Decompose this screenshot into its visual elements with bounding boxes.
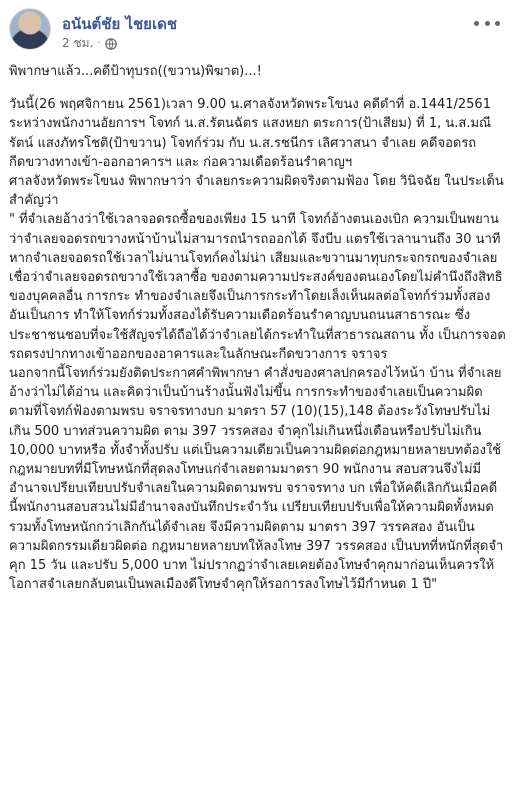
avatar[interactable] (9, 8, 51, 50)
timestamp[interactable]: 2 ชม. (62, 36, 94, 50)
post-meta (62, 34, 117, 53)
post-headline: พิพากษาแล้ว...คดีป้าทุบรถ((ขวาน)พิฆาต)...! (9, 64, 262, 79)
dot-icon (495, 21, 500, 26)
globe-icon[interactable] (105, 38, 117, 50)
author-name[interactable]: อนันต์ชัย ไชยเดช (62, 15, 178, 33)
post-header (9, 6, 506, 56)
more-options-icon[interactable] (474, 16, 500, 30)
separator-dot: · (97, 38, 101, 49)
post-body: วันนี้(26 พฤศจิกายน 2561)เวลา 9.00 น.ศาลจังหวัดพระโขนง คดีดำที่ อ.1441/2561 ระหว่างพนักงานอัยการฯ โจทก์ น.ส.รัตนฉัตร แสงหยก ตระการ(ป้าเสียม) ที่ 1, น.ส.มณีรัตน์ แสงภัทรโชติ(ป้าขวาน) โจทก์ร่วม กับ น.ส.รชนีกร เลิศวาสนา จำเลย คดีจอดรถกีดขวางทางเข้า-ออกอาคารฯ และ ก่อความเดือดร้อนรำคาญฯ ศาลจังหวัดพระโขนง พิพากษาว่า จำเลยกระความผิดจริงตามฟ้อง โดย วินิจฉัย ในประเด็นสำคัญว่า " ที่จำเลยอ้างว่าใช้เวลาจอดรถซื้อของเพียง 15 นาที โจทก์อ้างตนเองเบิก ความเป็นพยานว่าจำเลยจอดรถขวางหน้าบ้านไม่สามารถนำรถออกได้ จึงบีบ แตรใช้เวลานานถึง 30 นาที หากจำเลยจอดรถใช้เวลาไม่นานโจทก์คงไม่น่า เสียมและขวานมาทุบกระจกรถของจำเลยเชื่อว่าจำเลยจอดรถขวางใช้เวลาซื้อ ของตามความประสงค์ของตนเองโดยไม่คำนึงถึงสิทธิของบุคคลอื่น การกระ ทำของจำเลยจึงเป็นการกระทำโดยเล็งเห็นผลต่อโจทก์ร่วมทั้งสองอันเป็นการ ทำให้โจทก์ร่วมทั้งสองได้รับความเดือดร้อนรำคาญบนถนนสาธารณะ ซึ่ง ประชาชนชอบที่จะใช้สัญจรได้ถือได้ว่าจำเลยได้กระทำในที่สาธารณสถาน ทั้ง เป็นการจอดรถตรงปากทางเข้าออกของอาคารและในลักษณะกีดขวางการ จราจร นอกจากนี้โจทก์ร่วมยังติดประกาศคำพิพากษา คำสั่งของศาลปกครองไว้หน้า บ้าน ที่จำเลยอ้างว่าไม่ได้อ่าน และคิดว่าเป็นบ้านร้างนั้นฟังไม่ขึ้น การกระทำของจำเลยเป็นความผิดตามที่โจทก์ฟ้องตามพรบ จราจรทางบก มาตรา 57 (10)(15),148 ต้องระวังโทษปรับไม่เกิน 500 บาทส่วนความผิด ตาม 397 วรรคสอง จำคุกไม่เกินหนึ่งเดือนหรือปรับไม่เกิน 10,000 บาทหรือ ทั้งจำทั้งปรับ แต่เป็นความเดียวเป็นความผิดต่อกฎหมายหลายบทต้องใช้ กฎหมายบทที่มีโทษหนักที่สุดลงโทษแก่จำเลยตามมาตรา 90 พนักงาน สอบสวนจึงไม่มีอำนาจเปรียบเทียบปรับจำเลยในความผิดตามพรบ จราจรทาง บก เพื่อให้คดีเลิกกันเมื่อคดีนี้พนักงานสอบสวนไม่มีอำนาจลงบันทึกประจำวัน เปรียบเทียบปรับเพื่อให้ความผิดทั้งหมดรวมทั้งโทษหนักกว่าเลิกกันได้จำเลย จึงมีความผิดตาม มาตรา 397 วรรคสอง อันเป็นความผิดกรรมเดียวผิดต่อ กฎหมายหลายบทให้ลงโทษ 397 วรรคสอง เป็นบทที่หนักที่สุดจำคุก 15 วัน และปรับ 5,000 บาท ไม่ปรากฏว่าจำเลยเคยต้องโทษจำคุกมาก่อนเห็นควรให้ โอกาสจำเลยกลับตนเป็นพลเมืองดีโทษจำคุกให้รอการลงโทษไว้มีกำหนด 1 ปี" (9, 97, 506, 593)
dot-icon (474, 21, 479, 26)
post-content (9, 62, 506, 594)
dot-icon (485, 21, 490, 26)
